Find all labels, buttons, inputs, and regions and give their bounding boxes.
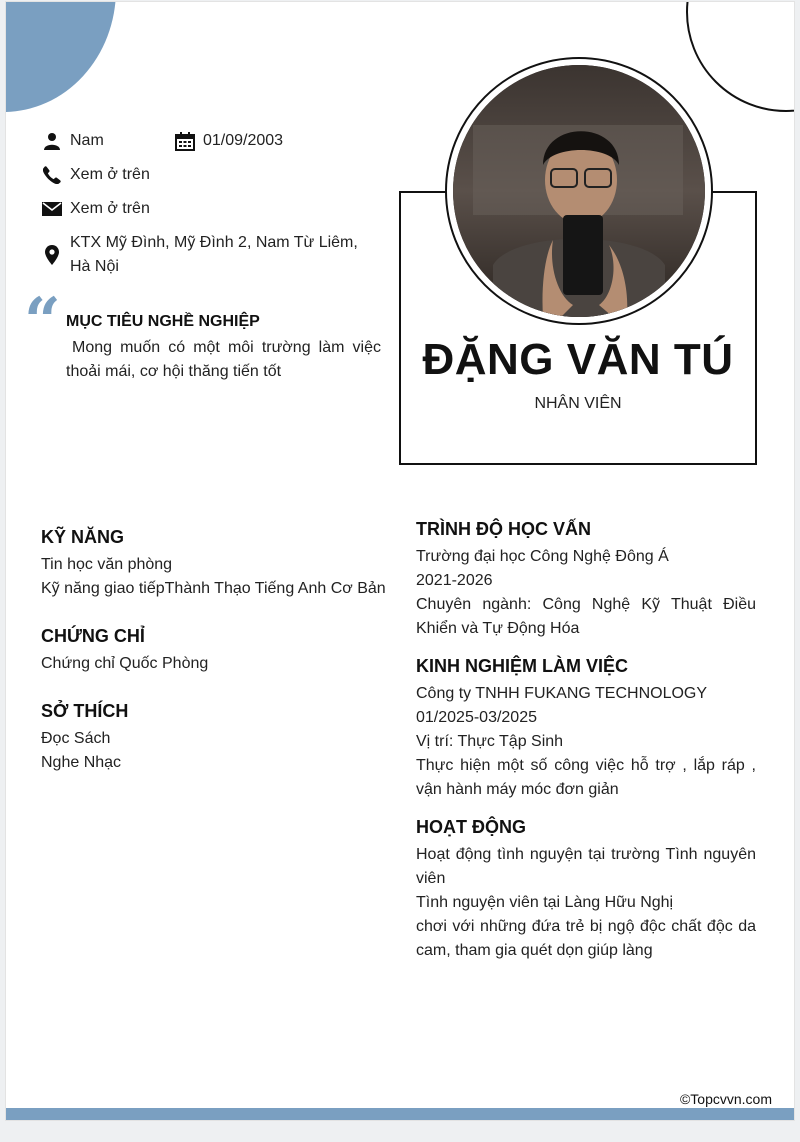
activities-title: HOẠT ĐỘNG — [416, 817, 526, 837]
hobbies-list — [41, 727, 386, 775]
mail-icon — [42, 197, 62, 221]
activity-line: Hoạt động tình nguyện tại trường Tình nguyên viên — [416, 846, 756, 887]
skills-list — [41, 553, 386, 601]
skills-title: KỸ NĂNG — [41, 527, 125, 547]
education-major: Chuyên ngành: Công Nghệ Kỹ Thuật Điều Khiển và Tự Động Hóa — [416, 596, 756, 637]
experience-description: Thực hiện một số công việc hỗ trợ , lắp ráp , vận hành máy móc đơn giản — [416, 757, 756, 798]
bottom-accent-bar — [6, 1108, 795, 1121]
avatar — [453, 65, 705, 317]
birthdate-row — [175, 129, 283, 153]
certificates-title: CHỨNG CHỈ — [41, 626, 145, 646]
calendar-icon — [175, 129, 195, 153]
experience-title: KINH NGHIỆM LÀM VIỆC — [416, 656, 629, 676]
education-period: 2021-2026 — [416, 572, 493, 589]
objective-title: MỤC TIÊU NGHỀ NGHIỆP — [66, 313, 260, 330]
list-item: Tin học văn phòng — [41, 556, 173, 573]
phone-value: Xem ở trên — [70, 166, 150, 183]
certificates-list — [41, 652, 386, 676]
decorative-ring — [686, 1, 795, 112]
education-body — [416, 545, 756, 641]
full-name: ĐẶNG VĂN TÚ — [422, 335, 734, 384]
experience-company: Công ty TNHH FUKANG TECHNOLOGY — [416, 685, 708, 702]
email-row — [42, 197, 150, 221]
activities-body — [416, 843, 756, 963]
cv-page — [5, 1, 795, 1121]
location-pin-icon — [42, 231, 62, 279]
list-item: Nghe Nhạc — [41, 754, 122, 771]
birthdate-value: 01/09/2003 — [203, 132, 284, 149]
job-position: NHÂN VIÊN — [534, 395, 622, 412]
person-icon — [42, 129, 62, 153]
education-school: Trường đại học Công Nghệ Đông Á — [416, 548, 669, 565]
list-item: Kỹ năng giao tiếpThành Thạo Tiếng Anh Cơ Bản — [41, 580, 386, 597]
phone-row — [42, 163, 150, 187]
experience-period: 01/2025-03/2025 — [416, 709, 537, 726]
phone-icon — [42, 163, 62, 187]
decorative-quarter-circle — [5, 1, 116, 112]
education-title: TRÌNH ĐỘ HỌC VẤN — [416, 519, 591, 539]
gender-value: Nam — [70, 132, 104, 149]
email-value: Xem ở trên — [70, 200, 150, 217]
activity-line: chơi với những đứa trẻ bị ngộ độc chất độc da cam, tham gia quét dọn giúp làng — [416, 918, 756, 959]
experience-body — [416, 682, 756, 802]
hobbies-title: SỞ THÍCH — [41, 701, 129, 721]
objective-text: Mong muốn có một môi trường làm việc thoải mái, cơ hội thăng tiến tốt — [66, 339, 381, 380]
gender-row — [42, 129, 104, 153]
address-row — [42, 231, 382, 279]
activity-line: Tình nguyện viên tại Làng Hữu Nghị — [416, 894, 674, 911]
address-value: KTX Mỹ Đình, Mỹ Đình 2, Nam Từ Liêm, Hà Nội — [70, 234, 358, 275]
list-item: Chứng chỉ Quốc Phòng — [41, 655, 209, 672]
quote-icon: “ — [24, 284, 61, 359]
list-item: Đọc Sách — [41, 730, 111, 747]
experience-role: Vị trí: Thực Tập Sinh — [416, 733, 564, 750]
copyright: ©Topcvvn.com — [679, 1091, 772, 1107]
